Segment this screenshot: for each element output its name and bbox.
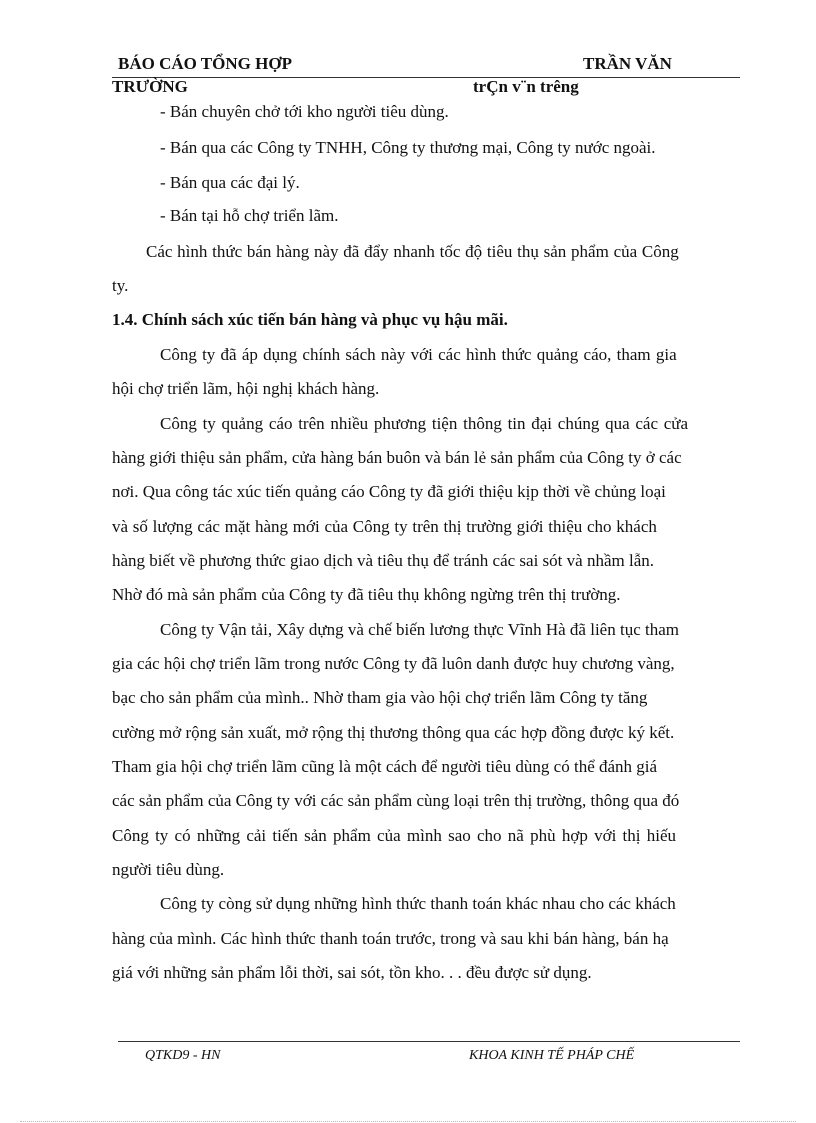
paragraph-line: Tham gia hội chợ triển lãm cũng là một cách để người tiêu dùng có thể đánh giá [112, 757, 658, 776]
footer-left: QTKD9 - HN [145, 1048, 221, 1063]
bullet-line: - Bán qua các đại lý. [160, 173, 300, 192]
paragraph-line: hàng biết về phương thức giao dịch và tiêu thụ để tránh các sai sót và nhầm lẫn. [112, 551, 654, 570]
paragraph-line: hội chợ triển lãm, hội nghị khách hàng. [112, 379, 380, 398]
paragraph-line: Nhờ đó mà sản phẩm của Công ty đã tiêu thụ không ngừng trên thị trường. [112, 585, 621, 604]
footer-right: KHOA KINH TẾ PHÁP CHẾ [469, 1048, 635, 1063]
paragraph-line: nơi. Qua công tác xúc tiến quảng cáo Công ty đã giới thiệu kịp thời về chủng loại [112, 482, 666, 501]
paragraph-line: các sản phẩm của Công ty với các sản phẩm cùng loại trên thị trường, thông qua đó [112, 791, 680, 810]
paragraph-line: giá với những sản phẩm lỗi thời, sai sót, tồn kho. . . đều được sử dụng. [112, 963, 592, 982]
paragraph-line: và số lượng các mặt hàng mới của Công ty trên thị trường giới thiệu cho khách [112, 517, 657, 536]
header-left-continued: TRƯỜNG [112, 77, 188, 96]
bullet-line: - Bán tại hỗ chợ triển lãm. [160, 206, 339, 225]
section-heading: 1.4. Chính sách xúc tiến bán hàng và phục vụ hậu mãi. [112, 310, 508, 329]
header-font-garbled-name: trÇn v¨n trêng [473, 77, 579, 96]
paragraph-line: bạc cho sản phẩm của mình.. Nhờ tham gia vào hội chợ triển lãm Công ty tăng [112, 688, 648, 707]
paragraph-line: hàng giới thiệu sản phẩm, cửa hàng bán buôn và bán lẻ sản phẩm của Công ty ở các [112, 448, 682, 467]
paragraph-line: Công ty có những cải tiến sản phẩm của mình sao cho nã phù hợp với thị hiếu [112, 826, 677, 845]
header-right: TRẦN VĂN [583, 54, 672, 73]
bullet-line: - Bán qua các Công ty TNHH, Công ty thương mại, Công ty nước ngoài. [160, 138, 656, 157]
paragraph-line: người tiêu dùng. [112, 860, 225, 879]
header-rule [112, 77, 740, 78]
bullet-line: - Bán chuyên chở tới kho người tiêu dùng. [160, 102, 449, 121]
paragraph-line: cường mở rộng sản xuất, mở rộng thị thương thông qua các hợp đồng được ký kết. [112, 723, 675, 742]
paragraph-line: Các hình thức bán hàng này đã đẩy nhanh tốc độ tiêu thụ sản phẩm của Công [146, 242, 679, 261]
paragraph-line: hàng của mình. Các hình thức thanh toán trước, trong và sau khi bán hàng, bán hạ [112, 929, 669, 948]
footer-rule [118, 1041, 740, 1042]
paragraph-line: ty. [112, 276, 129, 295]
header-left: BÁO CÁO TỔNG HỢP [118, 54, 292, 73]
paragraph-line: Công ty còng sử dụng những hình thức thanh toán khác nhau cho các khách [160, 894, 676, 913]
paragraph-line: gia các hội chợ triển lãm trong nước Công ty đã luôn danh được huy chương vàng, [112, 654, 675, 673]
paragraph-line: Công ty đã áp dụng chính sách này với các hình thức quảng cáo, tham gia [160, 345, 677, 364]
paragraph-line: Công ty quảng cáo trên nhiều phương tiện thông tin đại chúng qua các cửa [160, 414, 689, 433]
paragraph-line: Công ty Vận tải, Xây dựng và chế biến lương thực Vĩnh Hà đã liên tục tham [160, 620, 679, 639]
page-bottom-border [20, 1121, 796, 1122]
